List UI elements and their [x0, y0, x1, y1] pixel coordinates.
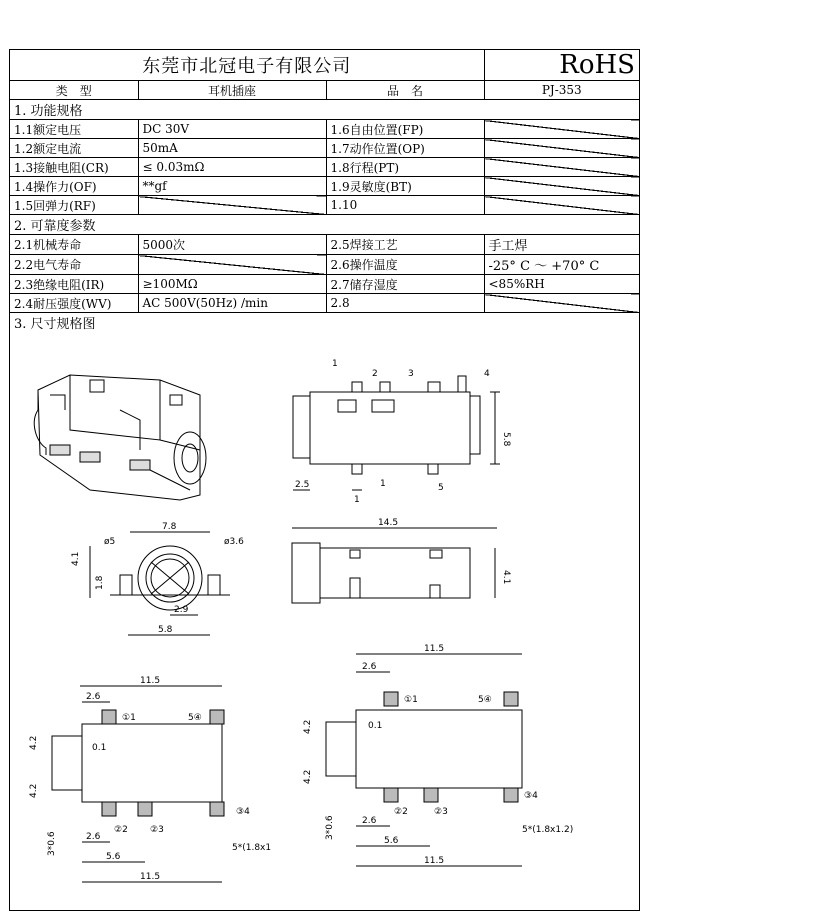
dim-label: 11.5 [140, 872, 161, 882]
spec-value: 手工焊 [484, 235, 639, 255]
dim-label: 4.2 [29, 735, 39, 750]
dim-label: ø5 [104, 537, 116, 547]
spec-label: 2.3绝缘电阻(IR) [10, 275, 138, 294]
pad-label: ③4 [524, 791, 538, 801]
pin-label: 1 [332, 359, 338, 369]
section-title: 2. 可靠度参数 [10, 215, 639, 235]
dim-label: 2.9 [174, 605, 189, 615]
spec-label: 2.1机械寿命 [10, 235, 138, 255]
dim-label: 11.5 [424, 644, 445, 654]
pad-label: ②2 [114, 825, 128, 835]
side-view [292, 518, 511, 603]
pad-label: ②3 [434, 807, 448, 817]
dim-label: 5.8 [501, 432, 511, 447]
spec-label: 1.1额定电压 [10, 120, 138, 139]
spec-value: <85%RH [484, 275, 639, 294]
spec-label: 2.5焊接工艺 [326, 235, 484, 255]
spec-label: 1.2额定电流 [10, 139, 138, 158]
dim-label: ø3.6 [224, 537, 244, 547]
spec-value: 5000次 [138, 235, 326, 255]
spec-value: ≥100MΩ [138, 275, 326, 294]
rohs-mark: RoHS [484, 50, 639, 81]
pin-label: 2 [372, 369, 378, 379]
spec-value: AC 500V(50Hz) /min [138, 294, 326, 313]
spec-label: 2.6操作温度 [326, 255, 484, 275]
pad-label: ①1 [404, 695, 418, 705]
spec-label: 2.4耐压强度(WV) [10, 294, 138, 313]
type-label: 类 型 [10, 81, 138, 100]
pcb-footprint-left [29, 676, 271, 882]
dim-label: 4.1 [71, 551, 81, 566]
pin-label: 5 [438, 483, 444, 493]
spec-value: -25° C ～ +70° C [484, 255, 639, 275]
pin-label: 3 [408, 369, 414, 379]
spec-label: 1.6自由位置(FP) [326, 120, 484, 139]
company-name: 东莞市北冠电子有限公司 [10, 50, 484, 81]
spec-value: 50mA [138, 139, 326, 158]
dimension-drawing [10, 50, 639, 910]
spec-label: 2.8 [326, 294, 484, 313]
spec-value: DC 30V [138, 120, 326, 139]
pad-note: 5*(1.8x1.2) [522, 825, 574, 835]
dim-label: 2.6 [86, 692, 101, 702]
pcb-footprint-right [303, 644, 573, 866]
dim-label: 0.1 [92, 743, 107, 753]
spec-label: 1.8行程(PT) [326, 158, 484, 177]
spec-label: 2.7储存湿度 [326, 275, 484, 294]
spec-label: 1.5回弹力(RF) [10, 196, 138, 215]
section-title: 1. 功能规格 [10, 100, 639, 120]
pad-note: 5*(1.8x1 [232, 843, 272, 853]
top-view [293, 359, 511, 505]
pad-label: ②3 [150, 825, 164, 835]
name-label: 品 名 [326, 81, 484, 100]
dim-label: 3*0.6 [325, 815, 335, 840]
dim-label: 5.6 [106, 852, 121, 862]
dim-label: 7.8 [162, 522, 177, 532]
pad-label: ②2 [394, 807, 408, 817]
dim-label: 11.5 [140, 676, 161, 686]
spec-value: **gf [138, 177, 326, 196]
perspective-view [34, 375, 206, 500]
type-value: 耳机插座 [138, 81, 326, 100]
dim-label: 2.5 [295, 480, 310, 490]
dim-label: 4.2 [29, 783, 39, 798]
pad-label: ③4 [236, 807, 250, 817]
pin-label: 4 [484, 369, 490, 379]
spec-label: 1.7动作位置(OP) [326, 139, 484, 158]
dim-label: 4.1 [501, 570, 511, 585]
dim-label: 0.1 [368, 721, 383, 731]
pad-label: ①1 [122, 713, 136, 723]
dim-label: 1.8 [95, 575, 105, 590]
dim-label: 5.8 [158, 625, 173, 635]
spec-label: 1.9灵敏度(BT) [326, 177, 484, 196]
dim-label: 11.5 [424, 856, 445, 866]
front-view [71, 522, 244, 635]
spec-label: 2.2电气寿命 [10, 255, 138, 275]
dim-label: 3*0.6 [47, 831, 57, 856]
pad-label: 5④ [478, 695, 492, 705]
dim-label: 2.6 [362, 662, 377, 672]
spec-label: 1.10 [326, 196, 484, 215]
section-title: 3. 尺寸规格图 [10, 313, 639, 333]
spec-value: ≤ 0.03mΩ [138, 158, 326, 177]
pad-label: 5④ [188, 713, 202, 723]
dim-label: 4.2 [303, 719, 313, 734]
spec-label: 1.3接触电阻(CR) [10, 158, 138, 177]
dim-label: 14.5 [378, 518, 399, 528]
pin-label: 1 [380, 479, 386, 489]
dim-label: 1 [354, 495, 360, 505]
dim-label: 2.6 [362, 816, 377, 826]
dim-label: 2.6 [86, 832, 101, 842]
dim-label: 4.2 [303, 769, 313, 784]
dim-label: 5.6 [384, 836, 399, 846]
name-value: PJ-353 [484, 81, 639, 100]
spec-sheet [9, 49, 640, 911]
spec-label: 1.4操作力(OF) [10, 177, 138, 196]
